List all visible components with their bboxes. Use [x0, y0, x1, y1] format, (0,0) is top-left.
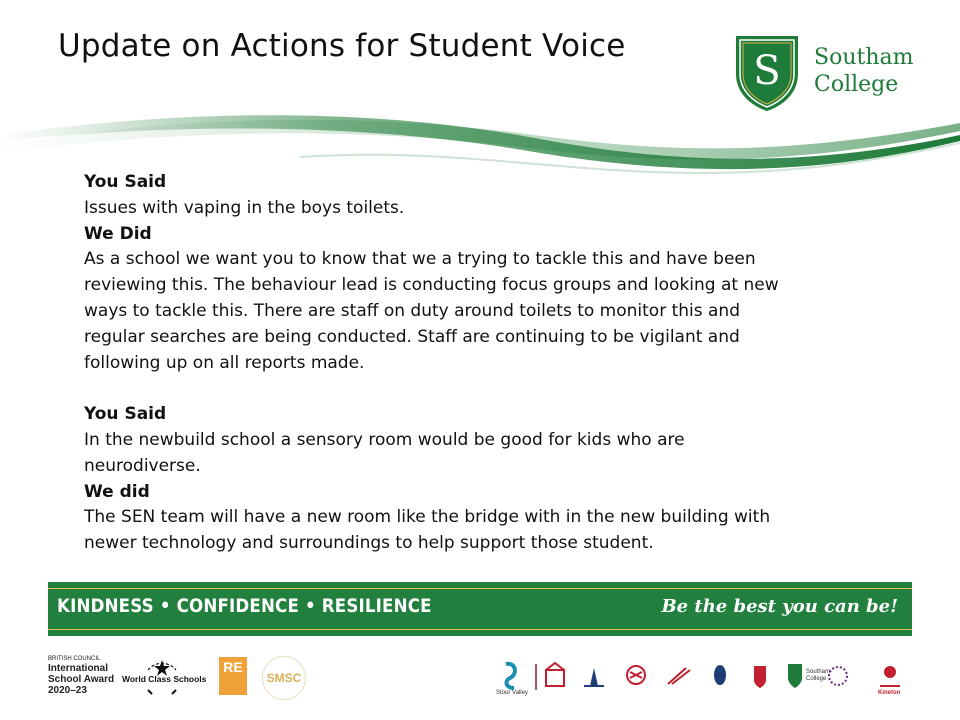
- school-values: KINDNESS • CONFIDENCE • RESILIENCE: [57, 596, 432, 617]
- southam-small-line2: College: [806, 676, 827, 682]
- school-name: [814, 44, 913, 98]
- crest-icon: [734, 34, 800, 112]
- isa-years: 2020–23: [48, 685, 87, 696]
- section-text-line: reviewing this. The behaviour lead is conducting focus groups and looking at new: [84, 275, 779, 296]
- school-name-line1: Southam: [814, 45, 914, 70]
- section-text-line: In the newbuild school a sensory room would be good for kids who are: [84, 429, 685, 450]
- section-heading: You Said: [84, 404, 167, 425]
- banner-top-rule: [48, 588, 912, 589]
- section-text-line: regular searches are being conducted. Staff are continuing to be vigilant and: [84, 326, 740, 347]
- section-text-line: The SEN team will have a new room like the bridge with in the new building with: [84, 507, 771, 528]
- smsc-label: SMSC: [266, 671, 302, 685]
- accreditation-strip: [0, 650, 960, 720]
- smsc-badge: [262, 656, 312, 700]
- world-class-schools-badge: [122, 658, 207, 700]
- section-heading: We Did: [84, 223, 152, 244]
- school-motto: Be the best you can be!: [661, 596, 898, 617]
- isa-line2: School Award: [48, 674, 115, 685]
- re-box: [219, 657, 247, 695]
- section-text-line: following up on all reports made.: [84, 352, 365, 373]
- paragraph-gap: [84, 376, 874, 402]
- values-banner: [48, 582, 912, 636]
- section-text-line: As a school we want you to know that we a trying to tackle this and have been: [84, 249, 756, 270]
- school-logo: [734, 34, 914, 114]
- crest-letter: S: [753, 48, 781, 94]
- wcs-label: World Class Schools: [122, 674, 207, 684]
- trust-logos-graphic: [496, 660, 908, 700]
- section-text-line: ways to tackle this. There are staff on duty around toilets to monitor this and: [84, 300, 740, 321]
- slide-body: [84, 170, 874, 557]
- re-label: RE: [223, 659, 243, 675]
- trust-school-logos: [496, 660, 908, 700]
- isa-line1: International: [48, 663, 109, 674]
- international-school-award-badge: [48, 656, 114, 696]
- slide-title: Update on Actions for Student Voice: [58, 28, 626, 64]
- section-text-line: neurodiverse.: [84, 455, 201, 476]
- smsc-circle: [262, 656, 306, 700]
- school-name-line2: College: [814, 72, 899, 97]
- kineton-label: Kineton: [878, 690, 901, 696]
- re-quality-mark-badge: [219, 657, 249, 699]
- section-heading: We did: [84, 481, 150, 502]
- isa-top-label: BRITISH COUNCIL: [48, 656, 101, 662]
- section-text-line: newer technology and surroundings to help support those student.: [84, 533, 654, 554]
- stour-valley-label: Stour Valley: [496, 690, 528, 696]
- section-heading: You Said: [84, 172, 167, 192]
- section-text: Issues with vaping in the boys toilets.: [84, 197, 405, 218]
- banner-bottom-rule: [48, 629, 912, 630]
- southam-small-label: [806, 669, 830, 683]
- southam-small-line1: Southam: [806, 669, 831, 675]
